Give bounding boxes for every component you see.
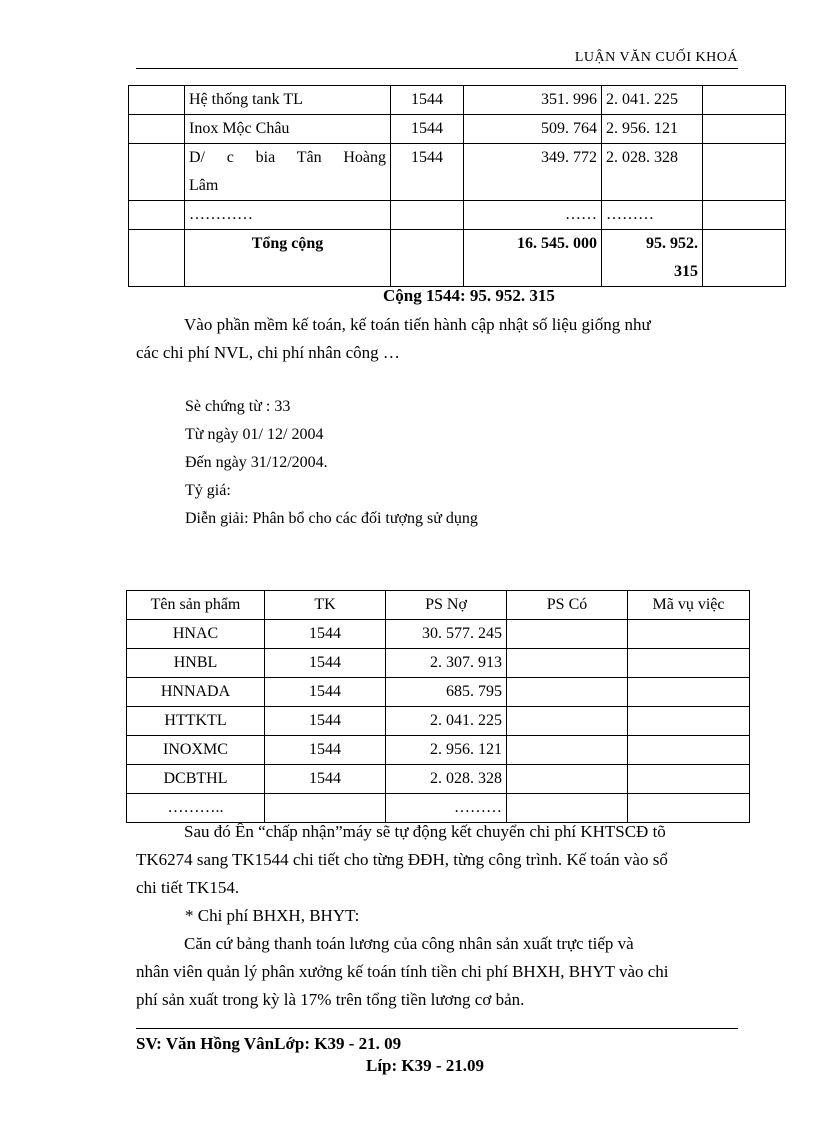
- cell-v2: 2. 041. 225: [602, 86, 703, 115]
- paragraph-line: chi tiết TK154.: [136, 878, 240, 897]
- allocation-table: [126, 590, 750, 823]
- table-row: [127, 649, 750, 678]
- cell-v1: ……: [464, 201, 602, 230]
- table-header-row: [127, 591, 750, 620]
- cell: ………: [386, 794, 507, 823]
- cell-v1: 351. 996: [464, 86, 602, 115]
- table-total-row: [129, 230, 786, 287]
- cell-name: Inox Mộc Châu: [185, 115, 391, 144]
- cost-table: [128, 85, 786, 287]
- cell-tk: [391, 201, 464, 230]
- from-date: Từ ngày 01/ 12/ 2004: [185, 426, 324, 443]
- total-label: Tổng cộng: [185, 230, 391, 287]
- table-row: [127, 678, 750, 707]
- cell: [507, 765, 628, 794]
- cell: 1544: [265, 620, 386, 649]
- cell-v1: 349. 772: [464, 144, 602, 201]
- total-1544: Cộng 1544: 95. 952. 315: [383, 286, 555, 305]
- paragraph-line: nhân viên quản lý phân xưởng kế toán tính tiền chi phí BHXH, BHYT vào chi: [136, 962, 669, 981]
- cell-tk: 1544: [391, 144, 464, 201]
- footer-rule: [136, 1028, 738, 1029]
- section-title: * Chi phí BHXH, BHYT:: [185, 906, 360, 925]
- cell-name-line2: Lâm: [189, 177, 219, 194]
- cell: [507, 649, 628, 678]
- paragraph-line: Vào phần mềm kế toán, kế toán tiến hành cập nhật số liệu giống như: [184, 315, 651, 334]
- cell: HNBL: [127, 649, 265, 678]
- cell: [628, 736, 750, 765]
- description: Diễn giải: Phân bổ cho các đối tượng sử dụng: [185, 510, 478, 527]
- exchange-rate: Tỷ giá:: [185, 482, 231, 499]
- cell-v2: ………: [602, 201, 703, 230]
- cell: 1544: [265, 678, 386, 707]
- cell: 685. 795: [386, 678, 507, 707]
- paragraph-line: Căn cứ bảng thanh toán lương của công nhân sản xuất trực tiếp và: [184, 934, 634, 953]
- cell: 2. 041. 225: [386, 707, 507, 736]
- voucher-number: Sè chứng từ : 33: [185, 398, 291, 415]
- cell: ………..: [127, 794, 265, 823]
- header-ps-co: PS Có: [507, 591, 628, 620]
- cell: 30. 577. 245: [386, 620, 507, 649]
- cell: [507, 620, 628, 649]
- cell: 1544: [265, 649, 386, 678]
- cell: [507, 736, 628, 765]
- cell: DCBTHL: [127, 765, 265, 794]
- cell: [628, 678, 750, 707]
- cell: [628, 765, 750, 794]
- table-row: [127, 736, 750, 765]
- cell: 1544: [265, 707, 386, 736]
- to-date: Đến ngày 31/12/2004.: [185, 454, 328, 471]
- cell-v2: 2. 956. 121: [602, 115, 703, 144]
- cell-name: Hệ thống tank TL: [185, 86, 391, 115]
- table-row: [127, 620, 750, 649]
- cell-v1: 509. 764: [464, 115, 602, 144]
- cell: HNAC: [127, 620, 265, 649]
- footer-student: SV: Văn Hồng VânLớp: K39 - 21. 09: [136, 1034, 402, 1053]
- paragraph-line: TK6274 sang TK1544 chi tiết cho từng ĐĐH, từng công trình. Kế toán vào sổ: [136, 850, 668, 869]
- cell-name: [185, 144, 391, 201]
- header-tk: TK: [265, 591, 386, 620]
- cell: 1544: [265, 765, 386, 794]
- cell: 1544: [265, 736, 386, 765]
- cell-name: …………: [185, 201, 391, 230]
- total-v2-line2: 315: [674, 263, 698, 280]
- running-header: LUẬN VĂN CUỐI KHOÁ: [574, 50, 738, 65]
- total-v1: 16. 545. 000: [464, 230, 602, 287]
- table-row: [127, 765, 750, 794]
- cell: 2. 956. 121: [386, 736, 507, 765]
- header-ten-san-pham: Tên sản phẩm: [127, 591, 265, 620]
- table-row: [129, 86, 786, 115]
- cell: [507, 678, 628, 707]
- cell: INOXMC: [127, 736, 265, 765]
- paragraph-line: các chi phí NVL, chi phí nhân công …: [136, 343, 400, 362]
- cell-name-line1: D/ c bia Tân Hoàng: [189, 149, 386, 166]
- cell: [628, 649, 750, 678]
- table-row: [129, 201, 786, 230]
- cell: [628, 707, 750, 736]
- cell: 2. 028. 328: [386, 765, 507, 794]
- table-row: [129, 144, 786, 201]
- cell-v2: 2. 028. 328: [602, 144, 703, 201]
- header-ps-no: PS Nợ: [386, 591, 507, 620]
- header-ma-vu-viec: Mã vụ việc: [628, 591, 750, 620]
- paragraph-line: phí sản xuất trong kỳ là 17% trên tổng tiền lương cơ bản.: [136, 990, 525, 1009]
- cell: [507, 707, 628, 736]
- header-rule: [136, 68, 738, 69]
- footer-class: Líp: K39 - 21.09: [366, 1056, 485, 1075]
- total-v2: [602, 230, 703, 287]
- cell-tk: 1544: [391, 115, 464, 144]
- cell: 2. 307. 913: [386, 649, 507, 678]
- table-row: [127, 707, 750, 736]
- cell-tk: 1544: [391, 86, 464, 115]
- cell: HTTKTL: [127, 707, 265, 736]
- cell: [628, 620, 750, 649]
- total-v2-line1: 95. 952.: [646, 235, 698, 252]
- table-row: [129, 115, 786, 144]
- cell: HNNADA: [127, 678, 265, 707]
- paragraph-line: Sau đó Ên “chấp nhận”máy sẽ tự động kết chuyển chi phí KHTSCĐ tõ: [184, 822, 666, 841]
